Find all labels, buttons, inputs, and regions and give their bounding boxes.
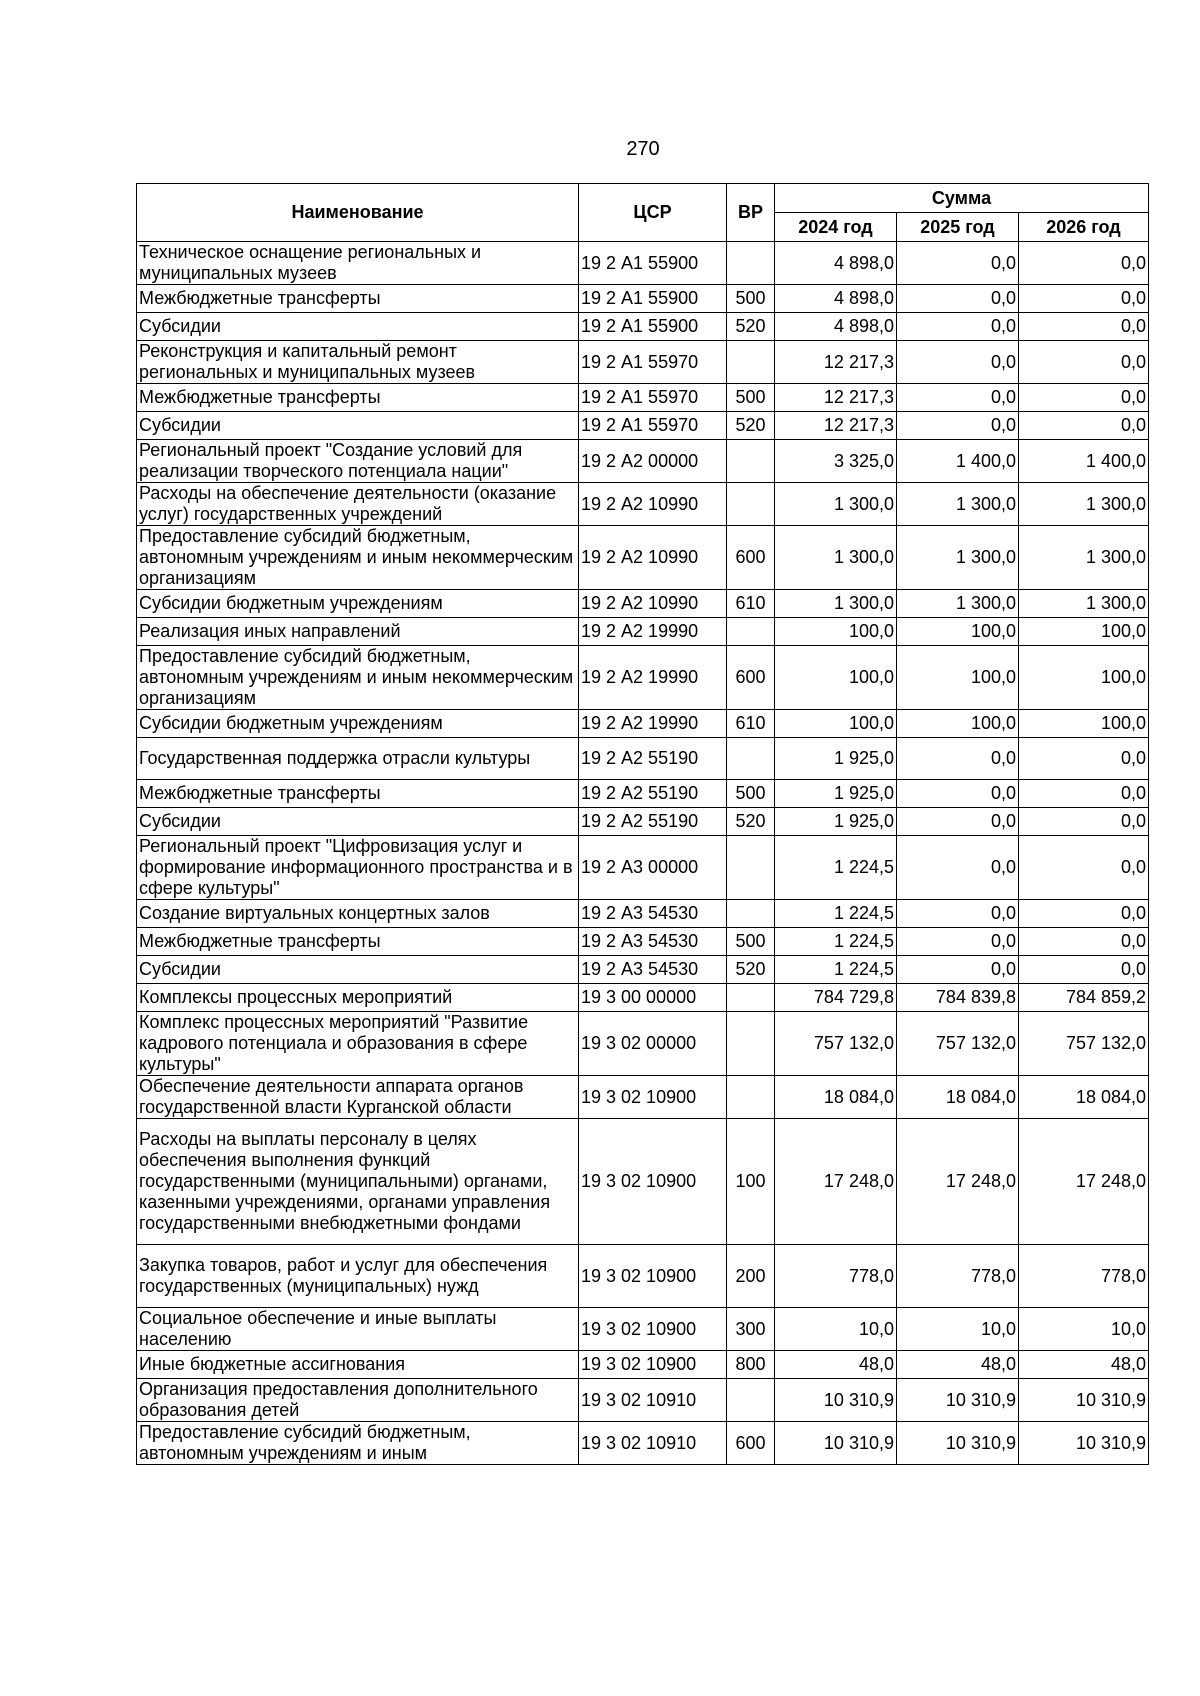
header-sum: Сумма bbox=[775, 184, 1149, 213]
row-sum-2025: 0,0 bbox=[897, 341, 1019, 384]
row-sum-2026: 0,0 bbox=[1019, 738, 1149, 780]
row-vr: 100 bbox=[727, 1119, 775, 1245]
row-sum-2024: 784 729,8 bbox=[775, 984, 897, 1012]
row-sum-2025: 778,0 bbox=[897, 1245, 1019, 1308]
row-sum-2025: 0,0 bbox=[897, 285, 1019, 313]
row-vr bbox=[727, 483, 775, 526]
row-sum-2025: 784 839,8 bbox=[897, 984, 1019, 1012]
row-name: Субсидии bbox=[137, 808, 579, 836]
row-sum-2025: 10 310,9 bbox=[897, 1379, 1019, 1422]
row-sum-2026: 0,0 bbox=[1019, 956, 1149, 984]
row-name: Межбюджетные трансферты bbox=[137, 285, 579, 313]
row-vr: 520 bbox=[727, 313, 775, 341]
table-row bbox=[137, 808, 1149, 836]
table-body bbox=[137, 242, 1149, 1465]
row-csr: 19 3 02 10900 bbox=[579, 1351, 727, 1379]
table-row bbox=[137, 1422, 1149, 1465]
row-vr: 800 bbox=[727, 1351, 775, 1379]
row-sum-2026: 1 300,0 bbox=[1019, 526, 1149, 590]
row-sum-2026: 784 859,2 bbox=[1019, 984, 1149, 1012]
table-row bbox=[137, 928, 1149, 956]
row-vr bbox=[727, 900, 775, 928]
row-csr: 19 2 А2 19990 bbox=[579, 618, 727, 646]
row-name: Создание виртуальных концертных залов bbox=[137, 900, 579, 928]
row-sum-2025: 48,0 bbox=[897, 1351, 1019, 1379]
row-sum-2026: 0,0 bbox=[1019, 808, 1149, 836]
row-sum-2025: 17 248,0 bbox=[897, 1119, 1019, 1245]
row-sum-2025: 0,0 bbox=[897, 956, 1019, 984]
row-sum-2025: 1 300,0 bbox=[897, 526, 1019, 590]
row-vr: 610 bbox=[727, 590, 775, 618]
row-sum-2024: 100,0 bbox=[775, 618, 897, 646]
row-name: Реконструкция и капитальный ремонт региональных и муниципальных музеев bbox=[137, 341, 579, 384]
table-row bbox=[137, 590, 1149, 618]
row-sum-2026: 18 084,0 bbox=[1019, 1076, 1149, 1119]
row-sum-2025: 10,0 bbox=[897, 1308, 1019, 1351]
row-vr: 600 bbox=[727, 526, 775, 590]
row-sum-2025: 0,0 bbox=[897, 836, 1019, 900]
row-csr: 19 2 А2 00000 bbox=[579, 440, 727, 483]
row-sum-2026: 0,0 bbox=[1019, 384, 1149, 412]
row-vr bbox=[727, 1012, 775, 1076]
row-name: Закупка товаров, работ и услуг для обеспечения государственных (муниципальных) нужд bbox=[137, 1245, 579, 1308]
row-vr bbox=[727, 341, 775, 384]
row-sum-2026: 10 310,9 bbox=[1019, 1422, 1149, 1465]
row-sum-2026: 48,0 bbox=[1019, 1351, 1149, 1379]
table-row bbox=[137, 1012, 1149, 1076]
row-csr: 19 2 А2 55190 bbox=[579, 808, 727, 836]
row-sum-2024: 10,0 bbox=[775, 1308, 897, 1351]
row-csr: 19 2 А3 54530 bbox=[579, 928, 727, 956]
table-row bbox=[137, 1076, 1149, 1119]
row-name: Государственная поддержка отрасли культуры bbox=[137, 738, 579, 780]
row-sum-2024: 1 925,0 bbox=[775, 780, 897, 808]
row-sum-2026: 0,0 bbox=[1019, 313, 1149, 341]
row-vr bbox=[727, 1076, 775, 1119]
row-name: Субсидии бюджетным учреждениям bbox=[137, 590, 579, 618]
row-sum-2024: 100,0 bbox=[775, 646, 897, 710]
row-csr: 19 2 А2 10990 bbox=[579, 526, 727, 590]
row-csr: 19 3 02 00000 bbox=[579, 1012, 727, 1076]
row-vr: 500 bbox=[727, 384, 775, 412]
row-name: Обеспечение деятельности аппарата органов государственной власти Курганской области bbox=[137, 1076, 579, 1119]
row-vr: 200 bbox=[727, 1245, 775, 1308]
row-sum-2025: 0,0 bbox=[897, 808, 1019, 836]
row-name: Межбюджетные трансферты bbox=[137, 780, 579, 808]
table-row bbox=[137, 1351, 1149, 1379]
row-name: Реализация иных направлений bbox=[137, 618, 579, 646]
row-sum-2026: 0,0 bbox=[1019, 780, 1149, 808]
row-name: Субсидии bbox=[137, 956, 579, 984]
table-row bbox=[137, 1119, 1149, 1245]
row-sum-2025: 100,0 bbox=[897, 710, 1019, 738]
row-vr: 610 bbox=[727, 710, 775, 738]
row-sum-2025: 0,0 bbox=[897, 738, 1019, 780]
row-vr: 520 bbox=[727, 956, 775, 984]
row-sum-2026: 778,0 bbox=[1019, 1245, 1149, 1308]
row-sum-2026: 0,0 bbox=[1019, 242, 1149, 285]
row-name: Комплекс процессных мероприятий "Развитие кадрового потенциала и образования в сфере культуры" bbox=[137, 1012, 579, 1076]
row-vr: 500 bbox=[727, 928, 775, 956]
row-name: Социальное обеспечение и иные выплаты населению bbox=[137, 1308, 579, 1351]
row-sum-2024: 12 217,3 bbox=[775, 341, 897, 384]
table-row bbox=[137, 242, 1149, 285]
row-sum-2024: 1 925,0 bbox=[775, 808, 897, 836]
row-sum-2025: 1 300,0 bbox=[897, 590, 1019, 618]
row-sum-2026: 1 300,0 bbox=[1019, 590, 1149, 618]
row-csr: 19 2 А3 00000 bbox=[579, 836, 727, 900]
table-row bbox=[137, 526, 1149, 590]
row-vr: 500 bbox=[727, 780, 775, 808]
row-name: Комплексы процессных мероприятий bbox=[137, 984, 579, 1012]
table-row bbox=[137, 341, 1149, 384]
row-sum-2026: 100,0 bbox=[1019, 618, 1149, 646]
row-csr: 19 3 02 10900 bbox=[579, 1308, 727, 1351]
row-csr: 19 2 А3 54530 bbox=[579, 956, 727, 984]
row-csr: 19 2 А2 19990 bbox=[579, 710, 727, 738]
table-row bbox=[137, 285, 1149, 313]
row-sum-2025: 100,0 bbox=[897, 618, 1019, 646]
row-csr: 19 2 А2 10990 bbox=[579, 590, 727, 618]
row-csr: 19 2 А1 55970 bbox=[579, 341, 727, 384]
row-sum-2025: 1 400,0 bbox=[897, 440, 1019, 483]
row-name: Региональный проект "Цифровизация услуг и формирование информационного пространства и в сфере культуры" bbox=[137, 836, 579, 900]
row-sum-2024: 1 224,5 bbox=[775, 836, 897, 900]
row-sum-2026: 100,0 bbox=[1019, 710, 1149, 738]
row-sum-2024: 4 898,0 bbox=[775, 242, 897, 285]
row-csr: 19 3 02 10900 bbox=[579, 1119, 727, 1245]
budget-table bbox=[136, 183, 1149, 1465]
table-row bbox=[137, 1245, 1149, 1308]
row-sum-2024: 10 310,9 bbox=[775, 1422, 897, 1465]
table-row bbox=[137, 313, 1149, 341]
row-sum-2024: 12 217,3 bbox=[775, 384, 897, 412]
table-row bbox=[137, 440, 1149, 483]
row-csr: 19 2 А2 55190 bbox=[579, 738, 727, 780]
row-name: Предоставление субсидий бюджетным, автономным учреждениям и иным некоммерческим организациям bbox=[137, 646, 579, 710]
row-vr bbox=[727, 984, 775, 1012]
row-sum-2024: 778,0 bbox=[775, 1245, 897, 1308]
row-csr: 19 3 02 10900 bbox=[579, 1076, 727, 1119]
row-sum-2026: 0,0 bbox=[1019, 900, 1149, 928]
table-row bbox=[137, 412, 1149, 440]
header-year-2025: 2025 год bbox=[897, 213, 1019, 242]
row-vr bbox=[727, 440, 775, 483]
row-name: Субсидии bbox=[137, 313, 579, 341]
row-sum-2025: 0,0 bbox=[897, 780, 1019, 808]
table-row bbox=[137, 483, 1149, 526]
row-csr: 19 2 А2 55190 bbox=[579, 780, 727, 808]
row-name: Предоставление субсидий бюджетным, автономным учреждениям и иным bbox=[137, 1422, 579, 1465]
table-header bbox=[137, 184, 1149, 242]
row-sum-2024: 757 132,0 bbox=[775, 1012, 897, 1076]
row-csr: 19 2 А3 54530 bbox=[579, 900, 727, 928]
row-vr bbox=[727, 1379, 775, 1422]
row-sum-2026: 17 248,0 bbox=[1019, 1119, 1149, 1245]
row-name: Межбюджетные трансферты bbox=[137, 384, 579, 412]
row-name: Иные бюджетные ассигнования bbox=[137, 1351, 579, 1379]
row-sum-2024: 17 248,0 bbox=[775, 1119, 897, 1245]
table-row bbox=[137, 900, 1149, 928]
row-vr bbox=[727, 242, 775, 285]
row-sum-2026: 10,0 bbox=[1019, 1308, 1149, 1351]
row-sum-2025: 0,0 bbox=[897, 900, 1019, 928]
table-row bbox=[137, 780, 1149, 808]
row-sum-2024: 48,0 bbox=[775, 1351, 897, 1379]
row-sum-2024: 1 300,0 bbox=[775, 526, 897, 590]
row-name: Расходы на выплаты персоналу в целях обеспечения выполнения функций государственными (муниципальными) органами, казенными учреждениями, органами управления государственными внебюджетными фондами bbox=[137, 1119, 579, 1245]
row-csr: 19 2 А2 10990 bbox=[579, 483, 727, 526]
table-row bbox=[137, 836, 1149, 900]
row-vr: 520 bbox=[727, 412, 775, 440]
row-csr: 19 3 02 10910 bbox=[579, 1379, 727, 1422]
row-sum-2025: 0,0 bbox=[897, 928, 1019, 956]
table-row bbox=[137, 738, 1149, 780]
header-name: Наименование bbox=[137, 184, 579, 242]
row-sum-2024: 1 925,0 bbox=[775, 738, 897, 780]
row-name: Расходы на обеспечение деятельности (оказание услуг) государственных учреждений bbox=[137, 483, 579, 526]
table-row bbox=[137, 646, 1149, 710]
row-name: Региональный проект "Создание условий для реализации творческого потенциала нации" bbox=[137, 440, 579, 483]
row-sum-2024: 3 325,0 bbox=[775, 440, 897, 483]
row-csr: 19 2 А2 19990 bbox=[579, 646, 727, 710]
row-name: Техническое оснащение региональных и муниципальных музеев bbox=[137, 242, 579, 285]
row-sum-2025: 18 084,0 bbox=[897, 1076, 1019, 1119]
page-number: 270 bbox=[626, 138, 660, 160]
row-sum-2025: 10 310,9 bbox=[897, 1422, 1019, 1465]
header-vr: ВР bbox=[727, 184, 775, 242]
header-year-2026: 2026 год bbox=[1019, 213, 1149, 242]
row-sum-2025: 0,0 bbox=[897, 412, 1019, 440]
row-vr: 300 bbox=[727, 1308, 775, 1351]
row-sum-2026: 0,0 bbox=[1019, 285, 1149, 313]
row-sum-2024: 100,0 bbox=[775, 710, 897, 738]
row-csr: 19 2 А1 55900 bbox=[579, 242, 727, 285]
row-sum-2026: 100,0 bbox=[1019, 646, 1149, 710]
row-sum-2024: 10 310,9 bbox=[775, 1379, 897, 1422]
row-csr: 19 2 А1 55900 bbox=[579, 313, 727, 341]
table-row bbox=[137, 618, 1149, 646]
row-vr bbox=[727, 836, 775, 900]
row-sum-2026: 0,0 bbox=[1019, 341, 1149, 384]
row-sum-2024: 1 300,0 bbox=[775, 590, 897, 618]
row-name: Межбюджетные трансферты bbox=[137, 928, 579, 956]
row-sum-2026: 0,0 bbox=[1019, 412, 1149, 440]
row-sum-2025: 1 300,0 bbox=[897, 483, 1019, 526]
row-sum-2026: 0,0 bbox=[1019, 836, 1149, 900]
row-name: Организация предоставления дополнительного образования детей bbox=[137, 1379, 579, 1422]
row-sum-2024: 1 224,5 bbox=[775, 900, 897, 928]
row-sum-2026: 10 310,9 bbox=[1019, 1379, 1149, 1422]
row-sum-2024: 12 217,3 bbox=[775, 412, 897, 440]
row-sum-2025: 0,0 bbox=[897, 242, 1019, 285]
row-vr bbox=[727, 738, 775, 780]
row-sum-2024: 1 224,5 bbox=[775, 928, 897, 956]
table-row bbox=[137, 1308, 1149, 1351]
row-sum-2026: 757 132,0 bbox=[1019, 1012, 1149, 1076]
row-sum-2026: 1 400,0 bbox=[1019, 440, 1149, 483]
row-csr: 19 3 00 00000 bbox=[579, 984, 727, 1012]
row-name: Субсидии bbox=[137, 412, 579, 440]
row-sum-2026: 0,0 bbox=[1019, 928, 1149, 956]
table-row bbox=[137, 956, 1149, 984]
row-name: Предоставление субсидий бюджетным, автономным учреждениям и иным некоммерческим организациям bbox=[137, 526, 579, 590]
row-sum-2024: 18 084,0 bbox=[775, 1076, 897, 1119]
row-csr: 19 2 А1 55900 bbox=[579, 285, 727, 313]
row-sum-2025: 100,0 bbox=[897, 646, 1019, 710]
row-vr: 500 bbox=[727, 285, 775, 313]
table-row bbox=[137, 984, 1149, 1012]
header-year-2024: 2024 год bbox=[775, 213, 897, 242]
table-row bbox=[137, 384, 1149, 412]
row-csr: 19 2 А1 55970 bbox=[579, 412, 727, 440]
row-vr bbox=[727, 618, 775, 646]
row-name: Субсидии бюджетным учреждениям bbox=[137, 710, 579, 738]
row-sum-2026: 1 300,0 bbox=[1019, 483, 1149, 526]
row-csr: 19 3 02 10910 bbox=[579, 1422, 727, 1465]
table-row bbox=[137, 710, 1149, 738]
row-sum-2025: 0,0 bbox=[897, 384, 1019, 412]
row-sum-2024: 1 224,5 bbox=[775, 956, 897, 984]
row-sum-2024: 4 898,0 bbox=[775, 285, 897, 313]
table-row bbox=[137, 1379, 1149, 1422]
row-vr: 600 bbox=[727, 646, 775, 710]
row-csr: 19 2 А1 55970 bbox=[579, 384, 727, 412]
row-vr: 600 bbox=[727, 1422, 775, 1465]
row-csr: 19 3 02 10900 bbox=[579, 1245, 727, 1308]
row-sum-2025: 0,0 bbox=[897, 313, 1019, 341]
row-vr: 520 bbox=[727, 808, 775, 836]
header-csr: ЦСР bbox=[579, 184, 727, 242]
row-sum-2024: 1 300,0 bbox=[775, 483, 897, 526]
row-sum-2025: 757 132,0 bbox=[897, 1012, 1019, 1076]
row-sum-2024: 4 898,0 bbox=[775, 313, 897, 341]
